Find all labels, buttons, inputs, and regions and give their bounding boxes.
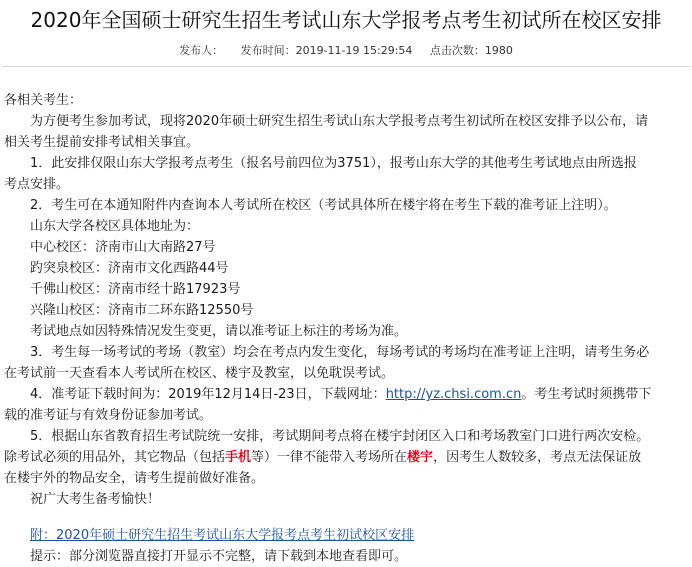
publish-time-value: 2019-11-19 15:29:54 [295,44,413,57]
publish-time-label: 发布时间： [240,44,296,57]
item-3-line-2: 在考试前一天查看本人考试所在校区、楼宇及教室，以免耽误考试。 [4,366,395,381]
item-5-line-2 [4,447,688,468]
intro-line-2: 相关考生提前安排考试相关事宜。 [4,135,200,150]
item-2-line-1: 2．考生可在本通知附件内查询本人考试所在校区（考试具体所在楼宇将在考生下载的准考证上注明）。 [30,198,617,213]
intro-line-1: 为方便考生参加考试，现将2020年硕士研究生招生考试山东大学报考点考生初试所在校区安排予以公布，请 [30,114,649,129]
item-5-text-b: 等）一律不能带入考场所在 [251,450,408,465]
item-1-line-2: 考点安排。 [4,177,70,192]
item-4-text-pre: 4．准考证下载时间为：2019年12月14日-23日，下载网址： [30,387,386,402]
click-count [430,44,513,57]
campus-qianfoshan: 千佛山校区：济南市经十路17923号 [30,282,241,297]
item-5-text-c: ，因考生人数较多，考点无法保证放 [433,450,642,465]
click-count-value: 1980 [484,44,513,57]
publish-time [241,44,413,57]
page-title: 2020年全国硕士研究生招生考试山东大学报考点考生初试所在校区安排 [30,8,662,32]
click-count-label: 点击次数： [429,44,485,57]
article-meta [0,44,692,58]
campus-heading: 山东大学各校区具体地址为： [30,219,200,234]
campus-baotuquan: 趵突泉校区：济南市文化西路44号 [30,261,229,276]
item-1-line-1: 1．此安排仅限山东大学报考点考生（报名号前四位为3751），报考山东大学的其他考生考试地点由所选报 [30,156,637,171]
attachment-link[interactable]: 附：2020年硕士研究生招生考试山东大学报考点考生初试校区安排 [30,528,415,543]
campus-xinglongshan: 兴隆山校区：济南市二环东路12550号 [30,303,254,318]
venue-change-note: 考试地点如因特殊情况发生变更，请以准考证上标注的考场为准。 [30,324,408,339]
item-5-text-a: 除考试必须的用品外，其它物品（包括 [4,450,226,465]
phone-highlight: 手机 [225,450,252,465]
item-4-line-1 [4,384,688,405]
attachment-line [4,525,688,546]
spacer [4,510,688,525]
greeting: 各相关考生： [4,93,83,108]
campus-central: 中心校区：济南市山大南路27号 [30,240,216,255]
download-tip: 提示：部分浏览器直接打开显示不完整，请下载到本地查看即可。 [30,549,408,564]
item-5-line-1: 5．根据山东省教育招生考试院统一安排，考试期间考点将在楼宇封闭区入口和考场教室门口进行两次安检。 [30,429,650,444]
header-divider [2,66,690,67]
publisher-label: 发布人： [179,44,224,57]
closing-wish: 祝广大考生备考愉快！ [30,492,161,507]
item-3-line-1: 3．考生每一场考试的考场（教室）均会在考点内发生变化，每场考试的考场均在准考证上注明，请考生务必 [30,345,650,360]
article-body [4,90,688,567]
building-highlight: 楼宇 [407,450,434,465]
item-4-text-post: 。考生考试时须携带下 [521,387,652,402]
item-4-line-2: 载的准考证与有效身份证参加考试。 [4,408,213,423]
item-5-line-3: 在楼宇外的物品安全，请考生提前做好准备。 [4,471,265,486]
download-link[interactable]: http://yz.chsi.com.cn [385,387,522,402]
